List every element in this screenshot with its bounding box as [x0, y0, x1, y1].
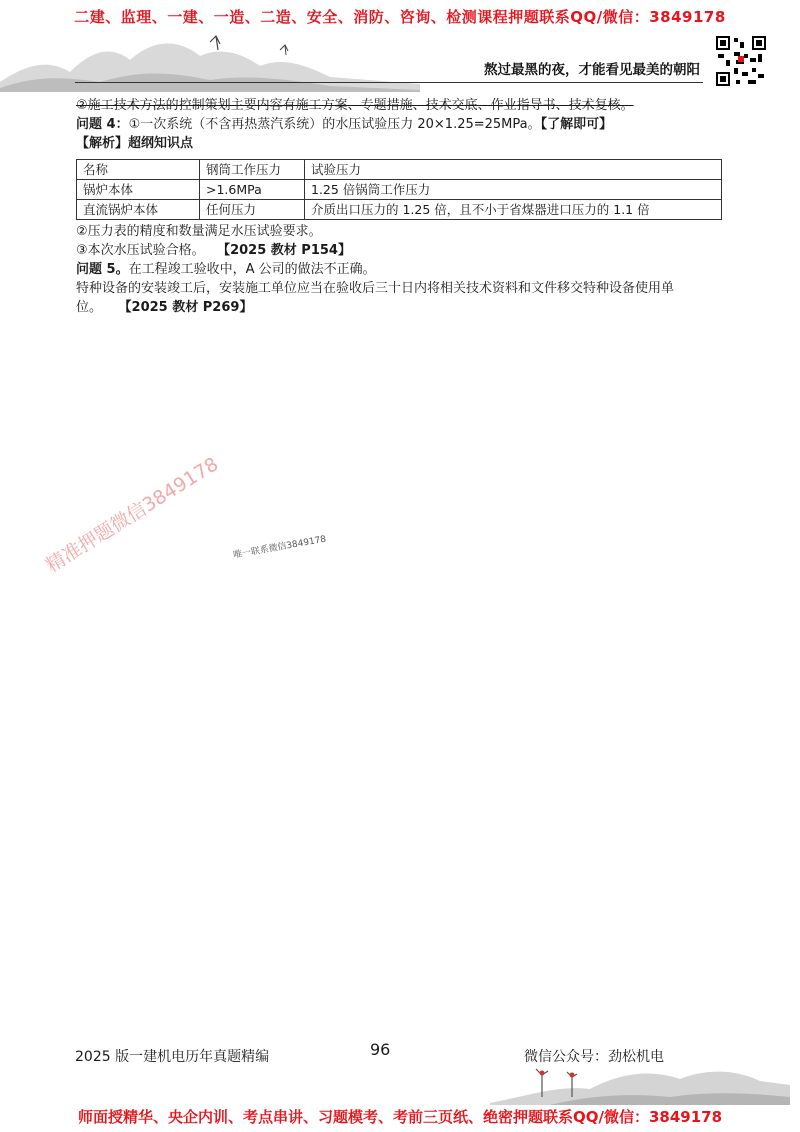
- question-5-label: 问题 5。: [76, 262, 129, 277]
- table-header-cell: 试验压力: [305, 160, 722, 180]
- footer-wechat-account: 微信公众号：劲松机电: [524, 1049, 664, 1065]
- table-row: [77, 200, 722, 220]
- table-cell: 直流锅炉本体: [77, 200, 200, 220]
- question-5-answer: 特种设备的安装竣工后，安装施工单位应当在验收后三十日内将相关技术资料和文件移交特种设备使用单: [76, 281, 675, 296]
- table-cell: 介质出口压力的 1.25 倍，且不小于省煤器进口压力的 1.1 倍: [305, 200, 722, 220]
- question-4: [76, 115, 726, 134]
- analysis-heading: 【解析】超纲知识点: [76, 136, 194, 151]
- top-banner: 二建、监理、一建、一造、二造、安全、消防、咨询、检测课程押题联系QQ/微信：3849178: [74, 8, 726, 26]
- qr-code-icon: [716, 36, 766, 86]
- line-test-passed: [76, 241, 726, 260]
- table-cell: >1.6MPa: [200, 180, 305, 200]
- question-5-answer-tail: 位。: [76, 300, 103, 315]
- mountain-landscape-decoration: [490, 1045, 790, 1105]
- pressure-test-table: [76, 159, 722, 220]
- line-pressure-gauge: ②压力表的精度和数量满足水压试验要求。: [76, 224, 322, 239]
- textbook-reference: 【2025 教材 P269】: [118, 300, 253, 315]
- page-number: 96: [370, 1040, 391, 1059]
- table-cell: 任何压力: [200, 200, 305, 220]
- document-body: [76, 96, 726, 317]
- question-4-tag: 【了解即可】: [540, 117, 613, 132]
- header-divider: [75, 82, 703, 83]
- motto-text: 熬过最黑的夜，才能看见最美的朝阳: [484, 62, 700, 78]
- table-header-cell: 名称: [77, 160, 200, 180]
- footer-book-title: 2025 版一建机电历年真题精编: [75, 1049, 270, 1065]
- diagonal-watermark: 精准押题微信3849178: [42, 453, 223, 578]
- table-header-row: [77, 160, 722, 180]
- question-4-text: ①一次系统（不含再热蒸汽系统）的水压试验压力 20×1.25=25MPa。: [128, 117, 541, 132]
- question-5-text: 在工程竣工验收中，A 公司的做法不正确。: [128, 262, 376, 277]
- table-header-cell: 钢筒工作压力: [200, 160, 305, 180]
- struck-through-line: ②施工技术方法的控制策划主要内容有施工方案、专题措施、技术交底、作业指导书、技术复核。: [76, 98, 634, 113]
- line-test-passed-text: ③本次水压试验合格。: [76, 243, 205, 258]
- table-cell: 锅炉本体: [77, 180, 200, 200]
- question-5: [76, 260, 726, 279]
- question-4-label: 问题 4：: [76, 117, 129, 132]
- small-watermark: 唯一联系微信3849178: [232, 534, 327, 561]
- table-row: [77, 180, 722, 200]
- textbook-reference: 【2025 教材 P154】: [217, 243, 351, 258]
- question-5-answer-end: [76, 298, 726, 317]
- bottom-banner: 师面授精华、央企内训、考点串讲、习题模考、考前三页纸、绝密押题联系QQ/微信：3849178: [77, 1108, 723, 1126]
- table-cell: 1.25 倍锅筒工作压力: [305, 180, 722, 200]
